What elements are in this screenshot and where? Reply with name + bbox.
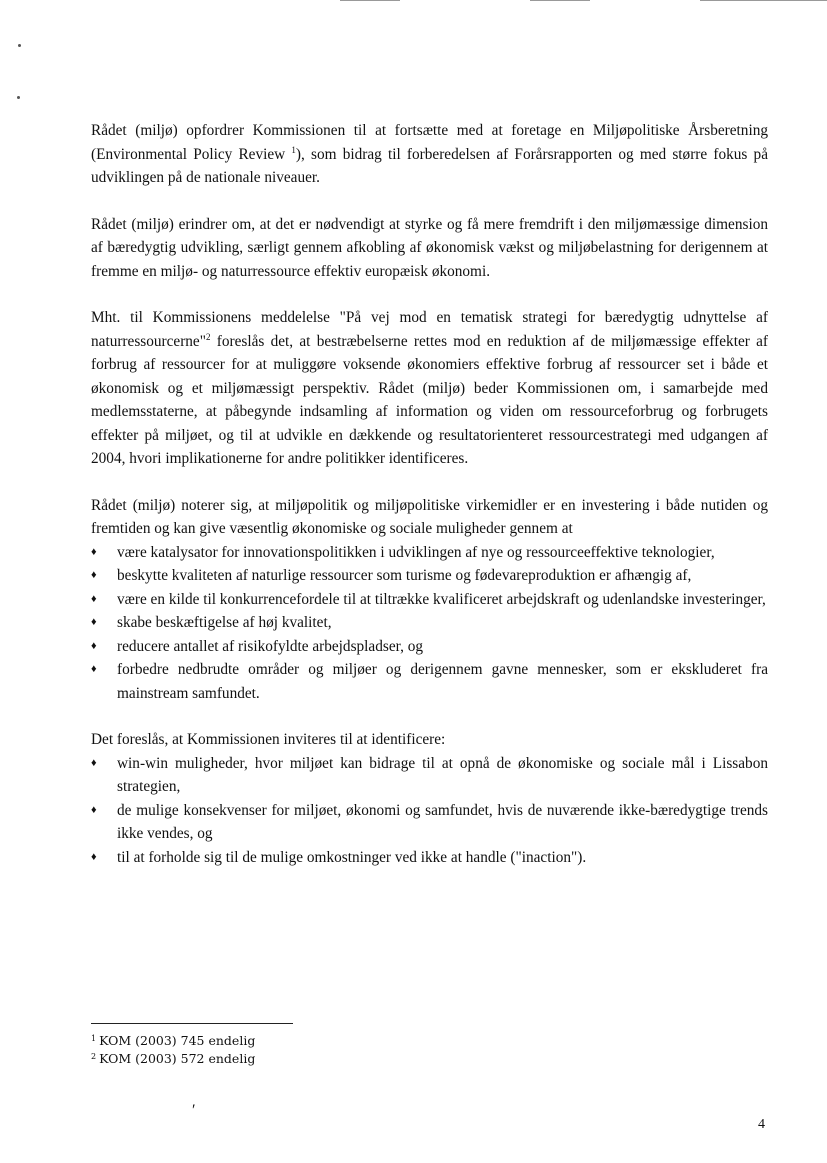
diamond-bullet-icon: ♦ — [91, 639, 97, 652]
scan-speck — [17, 96, 20, 99]
list-item: ♦ reducere antallet af risikofyldte arbejdspladser, og — [91, 635, 768, 659]
paragraph-4: Rådet (miljø) noterer sig, at miljøpolitik og miljøpolitiske virkemidler er en investering i både nutiden og fremtiden og kan give væsentlig økonomiske og sociale muligheder gennem at — [91, 496, 768, 537]
list-item: ♦ til at forholde sig til de mulige omkostninger ved ikke at handle ("inaction"). — [91, 846, 768, 870]
paragraph-1: Rådet (miljø) opfordrer Kommissionen til at fortsætte med at foretage en Miljøpolitiske Årsberetning (Environmental Policy Review $^1$), som bidrag til forberedelsen af Forårsrapporten og med større fokus på udviklingen på de nationale niveauer. — [91, 122, 768, 186]
footnote-ref-1[interactable]: 1 — [291, 144, 296, 155]
diamond-bullet-icon: ♦ — [91, 545, 97, 558]
list-item: ♦ skabe beskæftigelse af høj kvalitet, — [91, 611, 768, 635]
stray-pen-mark: ′ — [192, 1102, 196, 1119]
bullet-list-opportunities — [91, 541, 768, 706]
body-text — [91, 119, 768, 892]
scan-edge-line — [700, 0, 827, 1]
diamond-bullet-icon: ♦ — [91, 756, 97, 769]
bullet-list-identify — [91, 752, 768, 870]
paragraph-3: Mht. til Kommissionens meddelelse "På vej mod en tematisk strategi for bæredygtig udnyttelse af naturressourcerne"$^2$ foreslås det, at bestræbelserne rettes mod en reduktion af de miljømæssige effekter af forbrug af ressourcer for at muliggøre voksende økonomiers effektive forbrug af ressourcer set i både et økonomisk og et miljømæssigt perspektiv. Rådet (miljø) beder Kommissionen om, i samarbejde med medlemsstaterne, at påbegynde indsamling af information og viden om ressourceforbrug og forbrugets effekter på miljøet, og til at udvikle en dækkende og resultatorienteret ressourcestrategi med udgangen af 2004, hvori implikationerne for andre politikker identificeres. — [91, 309, 768, 467]
footnote-1: $^1$ KOM (2003) 745 endelig — [91, 1033, 256, 1048]
paragraph-2: Rådet (miljø) erindrer om, at det er nødvendigt at styrke og få mere fremdrift i den miljømæssige dimension af bæredygtig udvikling, særligt gennem afkobling af økonomisk vækst og miljøbelastning for derigennem at fremme en miljø- og naturressource effektiv europæisk økonomi. — [91, 215, 768, 280]
list-item: ♦ være en kilde til konkurrencefordele til at tiltrække kvalificeret arbejdskraft og udenlandske investeringer, — [91, 588, 768, 612]
footnote-separator — [91, 1023, 293, 1024]
list-item: ♦ beskytte kvaliteten af naturlige ressourcer som turisme og fødevareproduktion er afhængig af, — [91, 564, 768, 588]
diamond-bullet-icon: ♦ — [91, 592, 97, 605]
list-item: ♦ være katalysator for innovationspolitikken i udviklingen af nye og ressourceeffektive teknologier, — [91, 541, 768, 565]
list-item: ♦ win-win muligheder, hvor miljøet kan bidrage til at opnå de økonomiske og sociale mål i Lissabon strategien, — [91, 752, 768, 799]
diamond-bullet-icon: ♦ — [91, 663, 97, 675]
scan-speck — [18, 44, 21, 47]
footnote-2: $^2$ KOM (2003) 572 endelig — [91, 1050, 256, 1066]
page-number: 4 — [758, 1117, 765, 1132]
footnote-ref-2[interactable]: 2 — [205, 331, 211, 342]
paragraph-5: Det foreslås, at Kommissionen inviteres til at identificere: — [91, 731, 446, 748]
diamond-bullet-icon: ♦ — [91, 803, 97, 816]
footnotes — [91, 1031, 255, 1066]
scan-edge-line — [530, 0, 590, 1]
scan-edge-line — [340, 0, 400, 1]
diamond-bullet-icon: ♦ — [91, 616, 97, 628]
list-item: ♦ forbedre nedbrudte områder og miljøer og derigennem gavne mennesker, som er ekskluderet fra mainstream samfundet. — [91, 658, 768, 705]
list-item: ♦ de mulige konsekvenser for miljøet, økonomi og samfundet, hvis de nuværende ikke-bæredygtige trends ikke vendes, og — [91, 799, 768, 846]
diamond-bullet-icon: ♦ — [91, 569, 97, 581]
diamond-bullet-icon: ♦ — [91, 850, 97, 863]
